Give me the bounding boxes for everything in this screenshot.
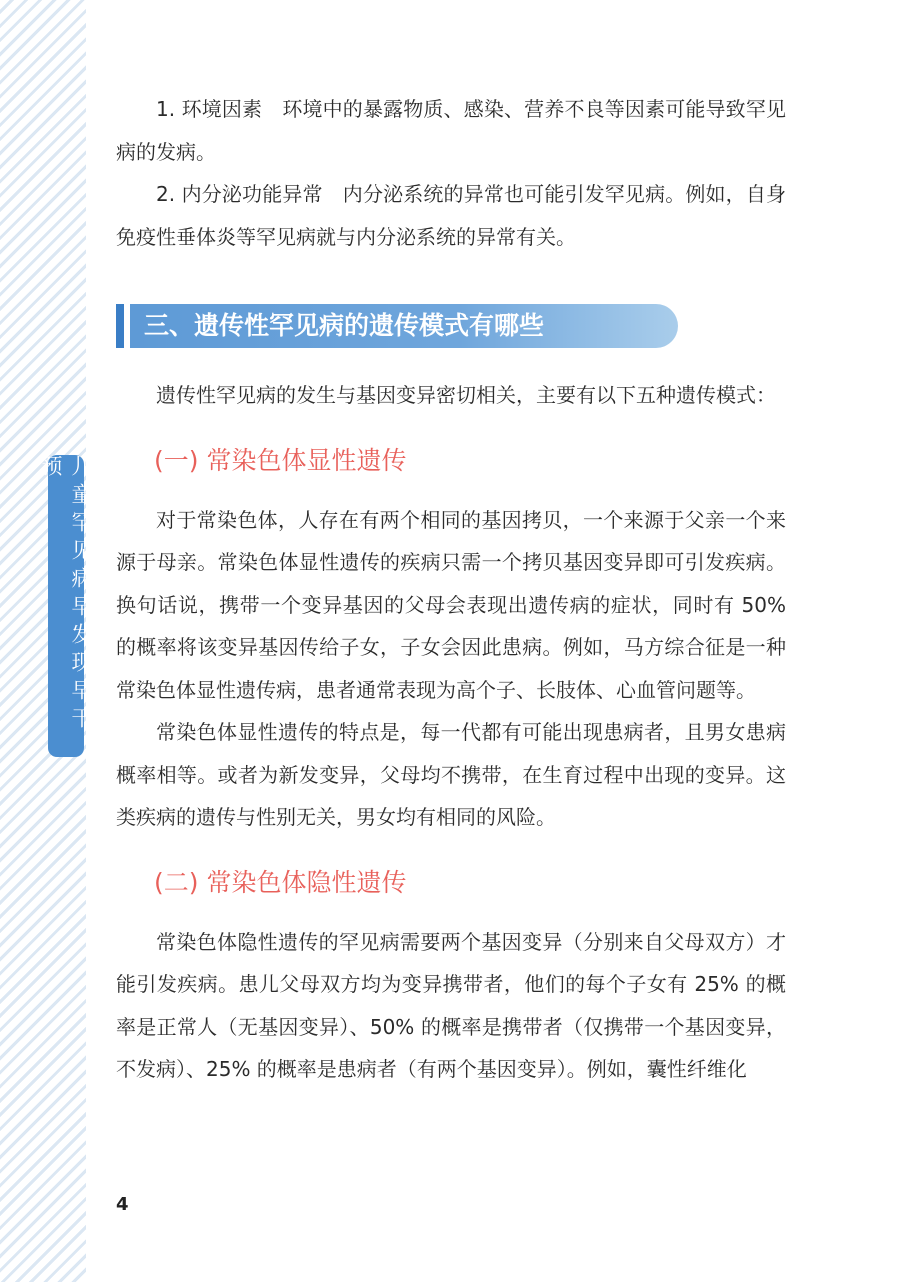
paragraph-recessive-1: 常染色体隐性遗传的罕见病需要两个基因变异（分别来自父母双方）才能引发疾病。患儿父母双方均为变异携带者，他们的每个子女有 25% 的概率是正常人（无基因变异）、50% 的概率是携带者（仅携带一个基因变异，不发病）、25% 的概率是患病者（有两个基因变异）。例如，囊性纤维化	[116, 929, 786, 1081]
side-tab-text: 儿童罕见病早发现早干预	[39, 455, 93, 735]
subheading-autosomal-dominant: (一) 常染色体显性遗传	[154, 445, 407, 475]
subheading-autosomal-recessive: (二) 常染色体隐性遗传	[154, 867, 407, 897]
section-accent-bar	[116, 304, 124, 348]
section-heading	[116, 304, 786, 348]
page-content	[116, 88, 786, 1091]
paragraph-dominant-1: 对于常染色体，人存在有两个相同的基因拷贝，一个来源于父亲一个来源于母亲。常染色体显性遗传的疾病只需一个拷贝基因变异即可引发疾病。换句话说，携带一个变异基因的父母会表现出遗传病的症状，同时有 50% 的概率将该变异基因传给子女，子女会因此患病。例如，马方综合征是一种常染色体显性遗传病，患者通常表现为高个子、长肢体、心血管问题等。	[116, 507, 786, 702]
paragraph-dominant-2: 常染色体显性遗传的特点是，每一代都有可能出现患病者，且男女患病概率相等。或者为新发变异，父母均不携带，在生育过程中出现的变异。这类疾病的遗传与性别无关，男女均有相同的风险。	[116, 720, 786, 829]
chapter-side-tab	[39, 455, 93, 757]
section-title: 三、遗传性罕见病的遗传模式有哪些	[144, 311, 545, 340]
paragraph-intro: 遗传性罕见病的发生与基因变异密切相关，主要有以下五种遗传模式：	[156, 383, 776, 407]
paragraph-endocrine: 2. 内分泌功能异常 内分泌系统的异常也可能引发罕见病。例如，自身免疫性垂体炎等罕见病就与内分泌系统的异常有关。	[116, 182, 786, 249]
page-number: 4	[116, 1194, 129, 1215]
paragraph-environment: 1. 环境因素 环境中的暴露物质、感染、营养不良等因素可能导致罕见病的发病。	[116, 97, 786, 164]
